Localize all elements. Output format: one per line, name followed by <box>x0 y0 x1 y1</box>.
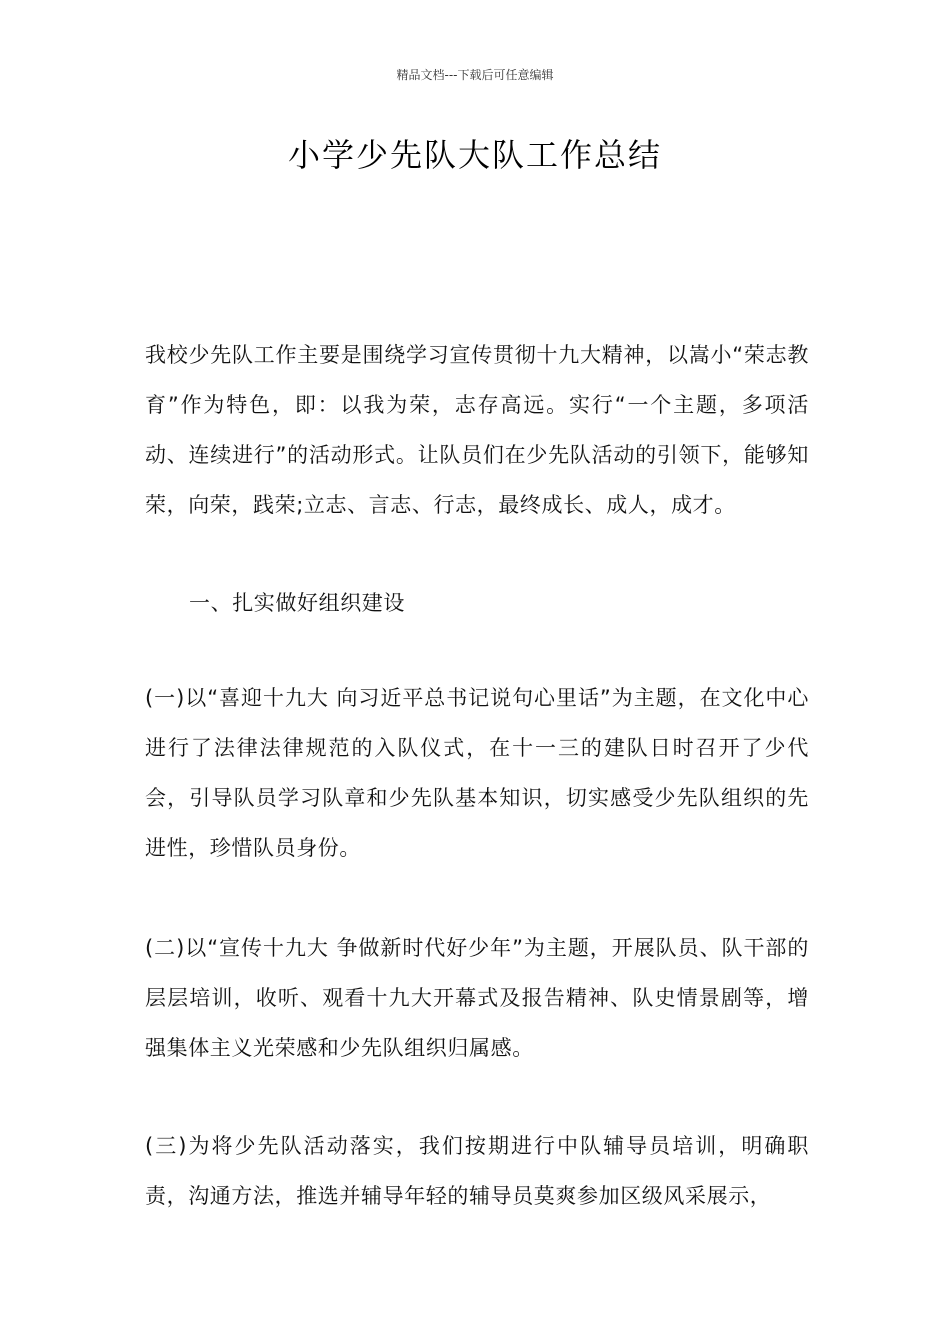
item-paragraph-3: (三)为将少先队活动落实，我们按期进行中队辅导员培训，明确职责，沟通方法，推选并辅导年轻的辅导员莫爽参加区级风采展示， <box>145 1134 809 1208</box>
document-title: 小学少先队大队工作总结 <box>287 136 662 174</box>
intro-paragraph: 我校少先队工作主要是围绕学习宣传贯彻十九大精神，以嵩小“荣志教育”作为特色，即：以我为荣，志存高远。实行“一个主题，多项活动、连续进行”的活动形式。让队员们在少先队活动的引领下，能够知荣，向荣，践荣;立志、言志、行志，最终成长、成人，成才。 <box>145 343 809 517</box>
item-paragraph-2: (二)以“宣传十九大 争做新时代好少年”为主题，开展队员、队干部的层层培训，收听、观看十九大开幕式及报告精神、队史情景剧等，增强集体主义光荣感和少先队组织归属感。 <box>145 936 809 1060</box>
item-paragraph-1: (一)以“喜迎十九大 向习近平总书记说句心里话”为主题，在文化中心进行了法律法律规范的入队仪式，在十一三的建队日时召开了少代会，引导队员学习队章和少先队基本知识，切实感受少先队组织的先进性，珍惜队员身份。 <box>145 686 809 860</box>
header-note: 精品文档---下载后可任意编辑 <box>396 68 554 82</box>
section-heading: 一、扎实做好组织建设 <box>189 591 405 615</box>
